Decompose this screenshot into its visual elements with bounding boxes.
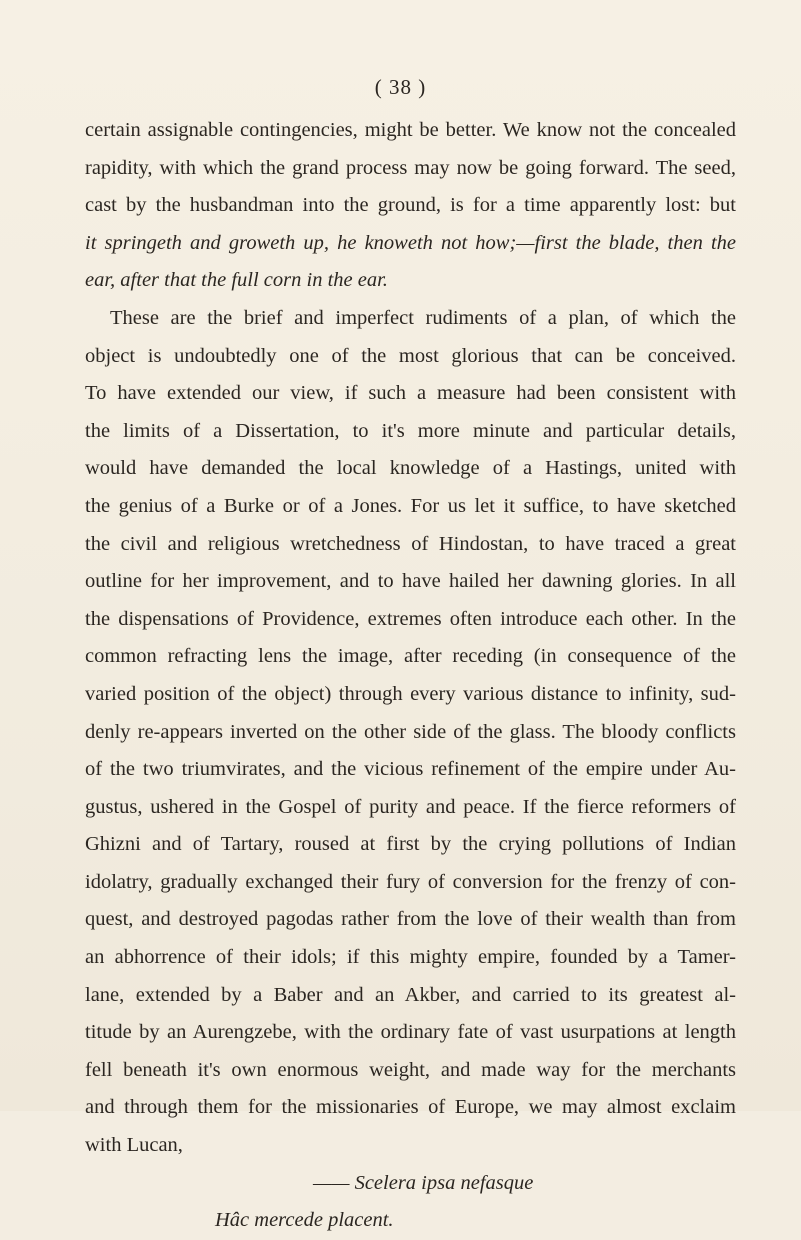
text-line: These are the brief and imperfect rudiments of a plan, of which the bbox=[110, 306, 736, 329]
text-line: would have demanded the local knowledge of a Hastings, united with bbox=[85, 457, 736, 480]
quote-line: —— Scelera ipsa nefasque bbox=[313, 1171, 534, 1194]
page-number: ( 38 ) bbox=[374, 75, 427, 99]
body-text bbox=[85, 112, 736, 1240]
text-line: the limits of a Dissertation, to it's more minute and particular details, bbox=[85, 419, 736, 442]
text-line: common refracting lens the image, after receding (in consequence of the bbox=[85, 645, 736, 668]
text-line: idolatry, gradually exchanged their fury of conversion for the frenzy of con- bbox=[85, 870, 736, 893]
text-line: the dispensations of Providence, extremes often introduce each other. In the bbox=[85, 607, 736, 630]
text-line: and through them for the missionaries of Europe, we may almost exclaim bbox=[85, 1096, 736, 1119]
text-line: the civil and religious wretchedness of Hindostan, to have traced a great bbox=[85, 532, 736, 555]
paragraph-1 bbox=[85, 112, 736, 300]
text-line: an abhorrence of their idols; if this mighty empire, founded by a Tamer- bbox=[85, 946, 736, 969]
text-line: rapidity, with which the grand process may now be going forward. The seed, bbox=[85, 156, 736, 179]
text-line: with Lucan, bbox=[85, 1134, 183, 1157]
text-line: the genius of a Burke or of a Jones. For us let it suffice, to have sketched bbox=[85, 494, 736, 517]
paragraph-2 bbox=[85, 300, 736, 1165]
quote-line: Hâc mercede placent. bbox=[215, 1209, 394, 1232]
text-line: certain assignable contingencies, might be better. We know not the concealed bbox=[85, 119, 736, 141]
text-line: gustus, ushered in the Gospel of purity and peace. If the fierce reformers of bbox=[85, 795, 736, 818]
text-line-italic: it springeth and groweth up, he knoweth not how;—first the blade, then the bbox=[85, 231, 736, 254]
text-line: fell beneath it's own enormous weight, and made way for the merchants bbox=[85, 1058, 736, 1081]
text-line: lane, extended by a Baber and an Akber, and carried to its greatest al- bbox=[85, 983, 736, 1006]
text-line: To have extended our view, if such a measure had been consistent with bbox=[85, 382, 736, 405]
text-line-italic: ear, after that the full corn in the ear. bbox=[85, 269, 388, 292]
text-line: denly re-appears inverted on the other side of the glass. The bloody conflicts bbox=[85, 720, 736, 743]
text-line: object is undoubtedly one of the most glorious that can be conceived. bbox=[85, 344, 736, 367]
text-line: outline for her improvement, and to have hailed her dawning glories. In all bbox=[85, 570, 736, 593]
latin-quote bbox=[85, 1165, 736, 1240]
text-line: cast by the husbandman into the ground, is for a time apparently lost: but bbox=[85, 194, 736, 217]
text-line: Ghizni and of Tartary, roused at first by the crying pollutions of Indian bbox=[85, 833, 736, 856]
text-line: of the two triumvirates, and the vicious refinement of the empire under Au- bbox=[85, 758, 736, 781]
text-line: titude by an Aurengzebe, with the ordinary fate of vast usurpations at length bbox=[85, 1021, 736, 1044]
text-line: quest, and destroyed pagodas rather from the love of their wealth than from bbox=[85, 908, 736, 931]
text-line: varied position of the object) through every various distance to infinity, sud- bbox=[85, 682, 736, 705]
